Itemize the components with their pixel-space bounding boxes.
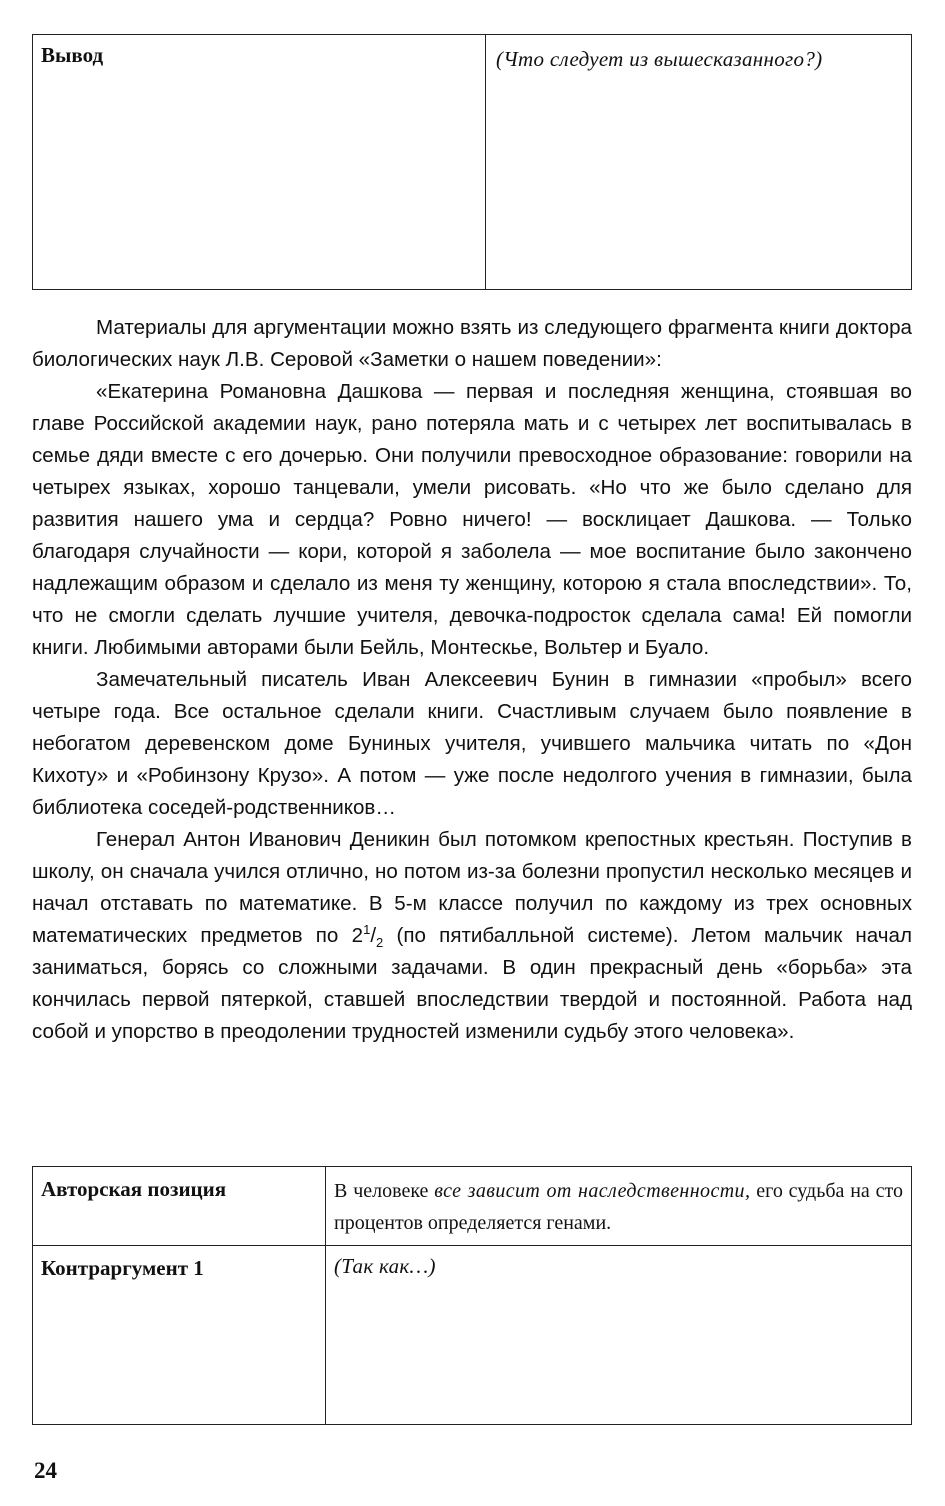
counterargument-label: Контраргумент 1: [41, 1256, 204, 1280]
conclusion-label-cell: [33, 35, 486, 290]
conclusion-table: [32, 34, 912, 290]
grade-numerator: 1: [363, 922, 371, 938]
author-position-text: [334, 1175, 903, 1239]
conclusion-hint: (Что следует из вышесказанного?): [496, 47, 823, 71]
author-position-text-italic: все зависит от наследственности,: [434, 1180, 751, 1202]
counterargument-hint: (Так как…): [334, 1254, 436, 1278]
author-position-label: Авторская позиция: [41, 1177, 227, 1201]
bunin-paragraph: Замечательный писатель Иван Алексеевич Бунин в гимназии «пробыл» всего четыре года. Все остальное сделали книги. Счастливым случаем было появление в небогатом деревенском доме Буниных учителя, учившего мальчика читать по «Дон Кихоту» и «Робинзону Крузо». А потом — уже после недолгого учения в гимназии, была библиотека соседей-родственников…: [32, 668, 912, 819]
denikin-text-before: Генерал Антон Иванович Деникин был потомком крепостных крестьян. Поступив в школу, он сначала учился отлично, но потом из-за болезни пропустил несколько месяцев и начал отставать по математике. В 5-м классе получил по каждому из трех основных математических предметов по: [32, 828, 912, 947]
argument-materials-text: [32, 312, 912, 1048]
conclusion-answer-cell[interactable]: [486, 35, 912, 290]
counterargument-label-cell: [33, 1246, 326, 1425]
author-position-text-cell: [326, 1167, 912, 1246]
intro-paragraph: Материалы для аргументации можно взять из следующего фрагмента книги доктора биологических наук Л.В. Серовой «Заметки о нашем поведении»:: [32, 316, 912, 371]
position-table: [32, 1166, 912, 1425]
author-position-label-cell: [33, 1167, 326, 1246]
author-position-text-start: В человеке: [334, 1180, 435, 1202]
denikin-paragraph: [32, 824, 912, 1048]
dashkova-paragraph: «Екатерина Романовна Дашкова — первая и последняя женщина, стоявшая во главе Российской академии наук, рано потеряла мать и с четырех лет воспитывалась в семье дяди вместе с его дочерью. Они получили превосходное образование: говорили на четырех языках, хорошо танцевали, умели рисовать. «Но что же было сделано для развития нашего ума и сердца? Ровно ничего! — восклицает Дашкова. — Только благодаря случайности — кори, которой я заболела — мое воспитание было закончено надлежащим образом и сделало из меня ту женщину, которою я стала впоследствии». То, что не смогли сделать лучшие учителя, девочка-подросток сделала сама! Ей помогли книги. Любимыми авторами были Бейль, Монтескье, Вольтер и Буало.: [32, 380, 912, 659]
grade-denominator: 2: [376, 935, 384, 951]
grade-slash: /: [370, 924, 377, 947]
conclusion-label: Вывод: [41, 43, 104, 67]
page-number: 24: [34, 1458, 57, 1483]
counterargument-answer-cell[interactable]: [326, 1246, 912, 1425]
grade-whole: 2: [351, 924, 364, 947]
author-position-text-end: его судьба на сто процентов определяется генами.: [334, 1180, 904, 1234]
denikin-text-after: (по пятибалльной системе). Летом мальчик начал заниматься, борясь со сложными задачами. В один прекрасный день «борьба» эта кончилась первой пятеркой, ставшей впоследствии твердой и постоянной. Работа над собой и упорство в преодолении трудностей изменили судьбу этого человека».: [32, 924, 912, 1043]
